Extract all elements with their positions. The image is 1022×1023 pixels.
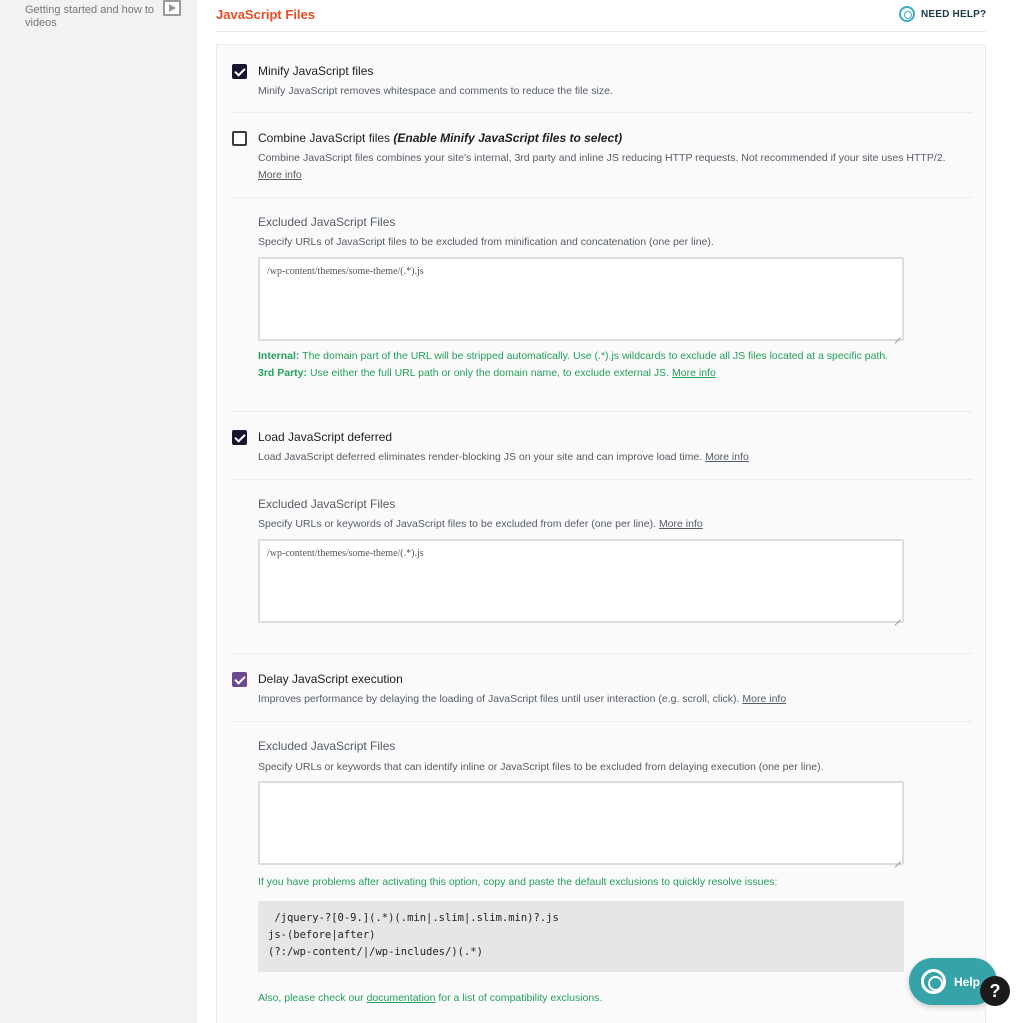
minify-js-description: Minify JavaScript removes whitespace and comments to reduce the file size. bbox=[258, 85, 613, 97]
delay-excluded-textarea[interactable] bbox=[258, 781, 904, 865]
compatibility-note bbox=[258, 990, 898, 1007]
lifebuoy-icon bbox=[899, 6, 915, 22]
defer-excluded-description-text: Specify URLs or keywords of JavaScript files to be excluded from defer (one per line). bbox=[258, 518, 657, 530]
lifebuoy-icon bbox=[921, 969, 946, 994]
question-button[interactable]: ? bbox=[980, 976, 1010, 1006]
main-content bbox=[197, 0, 1022, 1023]
minify-js-checkbox[interactable] bbox=[232, 64, 247, 79]
default-exclusions-code[interactable] bbox=[258, 901, 904, 972]
delay-more-info-link[interactable]: More info bbox=[742, 693, 787, 705]
combine-more-info-link[interactable]: More info bbox=[258, 169, 302, 181]
resize-grip-icon[interactable] bbox=[893, 612, 901, 620]
third-party-note-label: 3rd Party: bbox=[258, 367, 308, 379]
defer-js-description bbox=[258, 449, 973, 466]
combine-js-label bbox=[258, 131, 622, 145]
delay-excluded-description: Specify URLs or keywords that can identify inline or JavaScript files to be excluded from delaying execution (one per line). bbox=[258, 761, 824, 773]
exclusion-line: /jquery-?[0-9.](.*)(.min|.slim|.slim.min)?.js bbox=[268, 912, 559, 924]
defer-more-info-link[interactable]: More info bbox=[705, 451, 749, 463]
divider bbox=[216, 31, 986, 32]
minify-js-label: Minify JavaScript files bbox=[258, 64, 374, 78]
combine-js-checkbox[interactable] bbox=[232, 131, 247, 146]
exclusion-line: js-(before|after) bbox=[268, 929, 376, 941]
divider bbox=[232, 411, 972, 412]
combine-js-description bbox=[258, 150, 973, 184]
defer-excluded-more-info-link[interactable]: More info bbox=[658, 518, 703, 530]
internal-note-text: The domain part of the URL will be stripped automatically. Use (.*).js wildcards to exclude all JS files located at a specific path. bbox=[302, 350, 889, 362]
compatibility-note-prefix: Also, please check our bbox=[258, 992, 364, 1004]
compatibility-note-suffix: for a list of compatibility exclusions. bbox=[438, 992, 603, 1004]
help-label: Help bbox=[954, 974, 981, 989]
divider bbox=[232, 653, 972, 654]
third-party-more-info-link[interactable]: More info bbox=[672, 367, 716, 379]
delay-excluded-title: Excluded JavaScript Files bbox=[258, 739, 396, 753]
options-panel bbox=[216, 44, 986, 1023]
combine-js-label-text: Combine JavaScript files bbox=[258, 131, 391, 145]
combine-excluded-note bbox=[258, 348, 898, 382]
combine-excluded-title: Excluded JavaScript Files bbox=[258, 215, 396, 229]
need-help-link[interactable] bbox=[899, 6, 986, 22]
delay-js-description-text: Improves performance by delaying the loading of JavaScript files until user interaction (e.g. scroll, click). bbox=[258, 693, 740, 705]
combine-js-description-text: Combine JavaScript files combines your site's internal, 3rd party and inline JS reducing HTTP requests. Not recommended if your site uses HTTP/2. bbox=[258, 152, 946, 164]
internal-note-label: Internal: bbox=[258, 350, 300, 362]
third-party-note-text: Use either the full URL path or only the domain name, to exclude external JS. bbox=[309, 367, 670, 379]
sidebar bbox=[0, 0, 197, 1023]
resize-grip-icon[interactable] bbox=[893, 854, 901, 862]
combine-js-label-note: (Enable Minify JavaScript files to select) bbox=[393, 131, 623, 145]
defer-excluded-title: Excluded JavaScript Files bbox=[258, 497, 396, 511]
delay-js-checkbox[interactable] bbox=[232, 672, 247, 687]
divider bbox=[232, 112, 972, 113]
defer-js-checkbox[interactable] bbox=[232, 430, 247, 445]
video-icon[interactable] bbox=[163, 0, 181, 16]
section-title: JavaScript Files bbox=[216, 7, 315, 22]
defer-js-label: Load JavaScript deferred bbox=[258, 430, 393, 444]
delay-js-description bbox=[258, 691, 973, 708]
defer-js-description-text: Load JavaScript deferred eliminates render-blocking JS on your site and can improve load time. bbox=[258, 451, 703, 463]
defer-excluded-description bbox=[258, 518, 703, 530]
need-help-label: NEED HELP? bbox=[921, 8, 987, 20]
documentation-link[interactable]: documentation bbox=[366, 992, 436, 1004]
divider bbox=[232, 721, 972, 722]
delay-problems-note: If you have problems after activating this option, copy and paste the default exclusions to quickly resolve issues: bbox=[258, 876, 778, 888]
exclusion-line: (?:/wp-content/|/wp-includes/)(.*) bbox=[268, 946, 483, 958]
resize-grip-icon[interactable] bbox=[893, 330, 901, 338]
getting-started-link[interactable]: Getting started and how to videos bbox=[25, 4, 155, 29]
combine-excluded-placeholder: /wp-content/themes/some-theme/(.*).js bbox=[267, 266, 424, 277]
defer-excluded-placeholder: /wp-content/themes/some-theme/(.*).js bbox=[267, 548, 424, 559]
combine-excluded-description: Specify URLs of JavaScript files to be excluded from minification and concatenation (one per line). bbox=[258, 236, 714, 248]
divider bbox=[232, 197, 972, 198]
divider bbox=[232, 479, 972, 480]
defer-excluded-textarea[interactable] bbox=[258, 539, 904, 623]
combine-excluded-textarea[interactable] bbox=[258, 257, 904, 341]
delay-js-label: Delay JavaScript execution bbox=[258, 672, 403, 686]
